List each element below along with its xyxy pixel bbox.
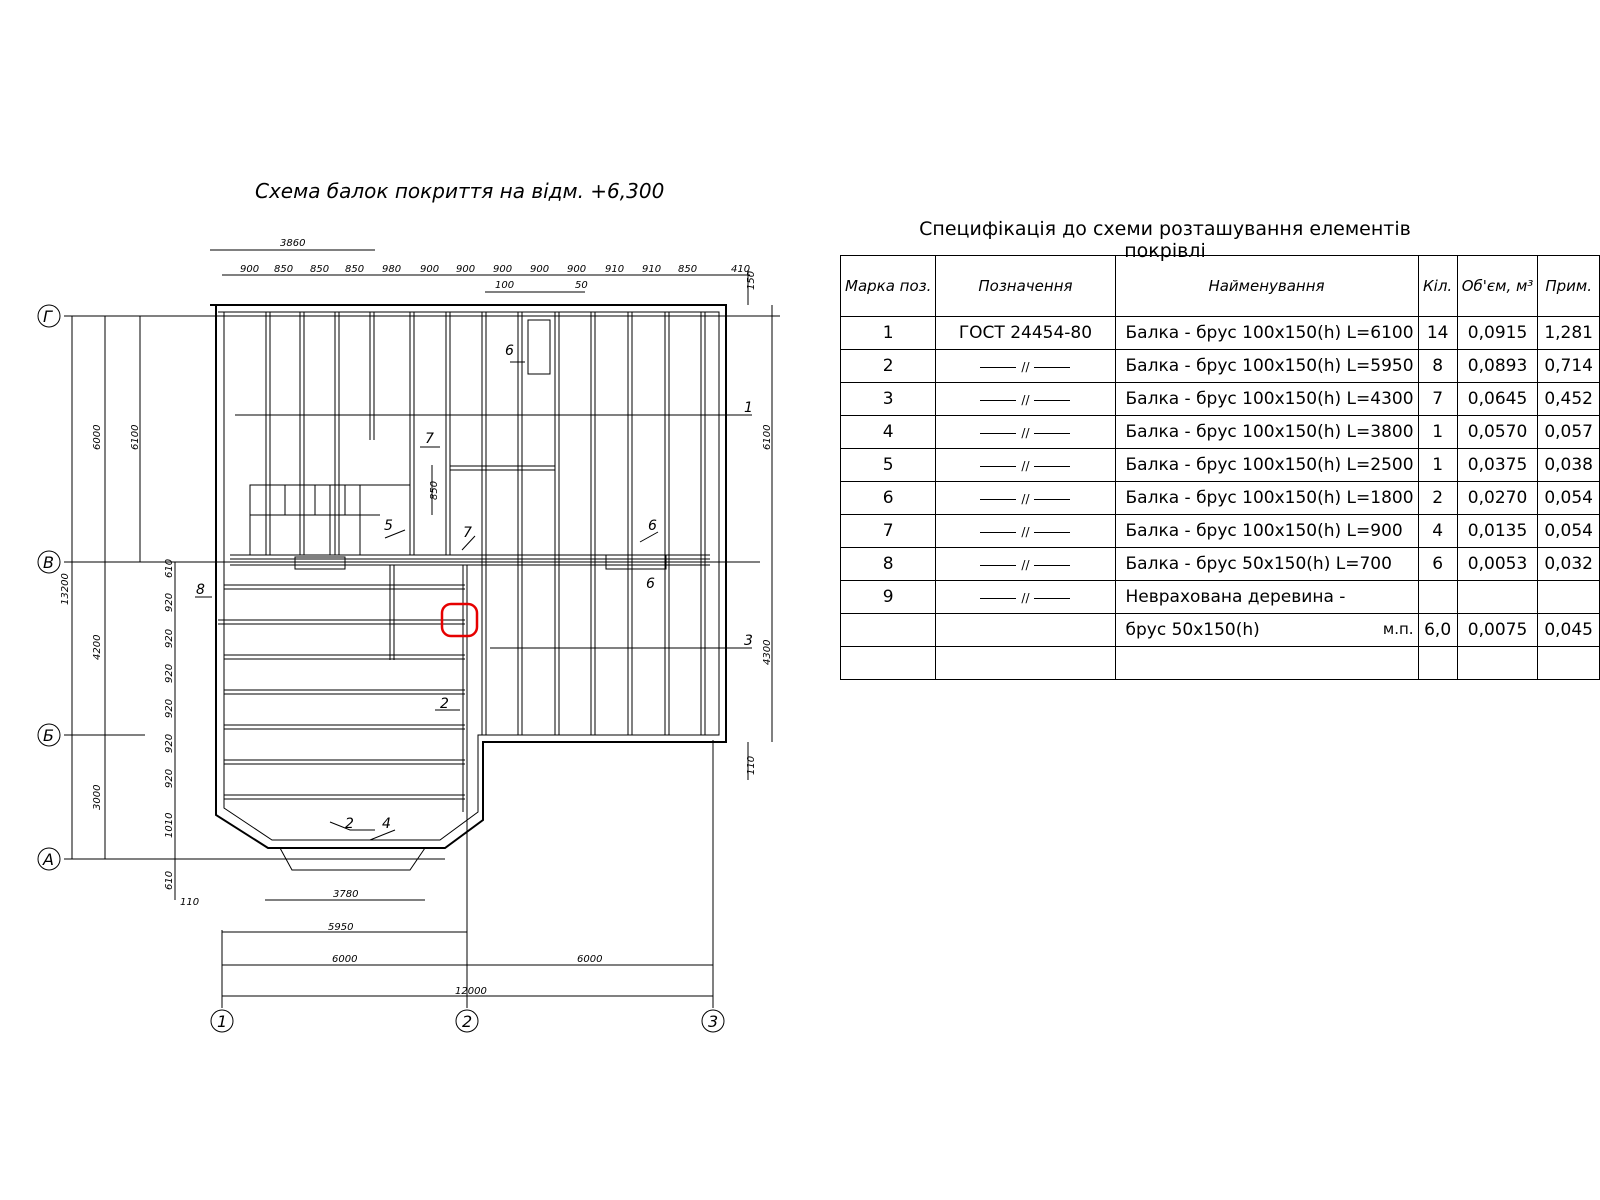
svg-text:910: 910 <box>605 264 625 275</box>
cell-volume: 0,0075 <box>1457 614 1538 647</box>
spec-row <box>841 317 1600 350</box>
cell-pos: 3 <box>841 383 936 416</box>
cell-name: брус 50х150(h) м.п. <box>1115 614 1418 647</box>
svg-text:13200: 13200 <box>60 573 71 605</box>
spec-header-row <box>841 256 1600 317</box>
cell-code <box>936 614 1115 647</box>
axis-bubble-V <box>38 551 60 573</box>
svg-text:3000: 3000 <box>92 784 103 810</box>
ditto-mark: // <box>980 591 1070 605</box>
svg-text:920: 920 <box>164 698 175 718</box>
cell-name: Балка - брус 100х150(h) L=3800 <box>1115 416 1418 449</box>
cell-volume: 0,0270 <box>1457 482 1538 515</box>
cell-name: Балка - брус 100х150(h) L=6100 <box>1115 317 1418 350</box>
svg-text:900: 900 <box>567 264 587 275</box>
cell-note: 0,032 <box>1538 548 1600 581</box>
svg-text:920: 920 <box>164 768 175 788</box>
cell-note: 0,054 <box>1538 482 1600 515</box>
roof-beams-bottom <box>218 565 467 812</box>
svg-text:920: 920 <box>164 663 175 683</box>
svg-text:1010: 1010 <box>164 812 175 838</box>
cell-name: Неврахована деревина - <box>1115 581 1418 614</box>
svg-text:900: 900 <box>530 264 550 275</box>
cell-code <box>936 548 1115 581</box>
svg-text:3: 3 <box>744 633 753 649</box>
svg-text:1: 1 <box>744 400 753 416</box>
cell-note: 1,281 <box>1538 317 1600 350</box>
spec-title: Специфікація до схеми розташування елементів покрівлі <box>919 218 1411 262</box>
svg-text:850: 850 <box>274 264 294 275</box>
svg-text:3: 3 <box>708 1012 719 1031</box>
cell-code <box>936 350 1115 383</box>
cell-qty: 4 <box>1418 515 1457 548</box>
spec-row <box>841 482 1600 515</box>
svg-text:Б: Б <box>43 726 54 745</box>
svg-text:7: 7 <box>463 525 472 541</box>
axis-bubble-1 <box>211 1010 233 1032</box>
cell-pos: 9 <box>841 581 936 614</box>
cell-code <box>936 383 1115 416</box>
svg-text:850: 850 <box>310 264 330 275</box>
stair <box>250 320 666 569</box>
svg-text:А: А <box>43 850 54 869</box>
cell-note: 0,045 <box>1538 614 1600 647</box>
cell-pos: 5 <box>841 449 936 482</box>
svg-text:100: 100 <box>495 280 515 291</box>
svg-text:850: 850 <box>678 264 698 275</box>
svg-text:3780: 3780 <box>333 889 359 900</box>
ditto-mark: // <box>980 393 1070 407</box>
svg-text:1: 1 <box>217 1012 228 1031</box>
axis-bubble-2 <box>456 1010 478 1032</box>
top-dimensions <box>240 238 757 291</box>
cell-volume <box>1457 581 1538 614</box>
cell-pos <box>841 614 936 647</box>
cell-code <box>936 449 1115 482</box>
cell-pos: 6 <box>841 482 936 515</box>
cell-pos: 7 <box>841 515 936 548</box>
cell-code <box>936 647 1115 680</box>
cell-name: Балка - брус 50х150(h) L=700 <box>1115 548 1418 581</box>
col-name: Найменування <box>1115 256 1418 317</box>
unit-label: м.п. <box>1382 620 1414 638</box>
svg-text:5950: 5950 <box>328 922 354 933</box>
cell-qty: 8 <box>1418 350 1457 383</box>
cell-code <box>936 581 1115 614</box>
cell-pos: 8 <box>841 548 936 581</box>
spec-row <box>841 350 1600 383</box>
cell-code <box>936 482 1115 515</box>
svg-text:920: 920 <box>164 733 175 753</box>
cell-volume <box>1457 647 1538 680</box>
cell-volume: 0,0053 <box>1457 548 1538 581</box>
cell-pos <box>841 647 936 680</box>
axis-bubble-B <box>38 724 60 746</box>
svg-text:900: 900 <box>493 264 513 275</box>
col-mark: Марка поз. <box>841 256 936 317</box>
right-dimensions <box>746 425 773 775</box>
cell-name: Балка - брус 100х150(h) L=2500 <box>1115 449 1418 482</box>
svg-text:410: 410 <box>731 264 751 275</box>
cell-note: 0,057 <box>1538 416 1600 449</box>
svg-text:5: 5 <box>384 518 393 534</box>
cell-code: ГОСТ 24454-80 <box>936 317 1115 350</box>
ditto-mark: // <box>980 558 1070 572</box>
cell-volume: 0,0570 <box>1457 416 1538 449</box>
svg-text:980: 980 <box>382 264 402 275</box>
svg-text:7: 7 <box>425 431 434 447</box>
dimension-lines <box>72 250 772 996</box>
col-qty: Кіл. <box>1418 256 1457 317</box>
cell-qty: 6,0 <box>1418 614 1457 647</box>
svg-text:Г: Г <box>43 307 52 326</box>
cell-qty: 2 <box>1418 482 1457 515</box>
left-dimensions <box>60 425 199 908</box>
spec-row <box>841 548 1600 581</box>
spec-row <box>841 515 1600 548</box>
svg-text:900: 900 <box>240 264 260 275</box>
ditto-mark: // <box>980 426 1070 440</box>
svg-text:6000: 6000 <box>332 954 358 965</box>
cell-volume: 0,0915 <box>1457 317 1538 350</box>
spec-row <box>841 581 1600 614</box>
cell-name: Балка - брус 100х150(h) L=5950 <box>1115 350 1418 383</box>
cell-volume: 0,0645 <box>1457 383 1538 416</box>
ditto-mark: // <box>980 360 1070 374</box>
cell-note: 0,054 <box>1538 515 1600 548</box>
cell-qty <box>1418 647 1457 680</box>
svg-text:2: 2 <box>440 696 449 712</box>
svg-text:850: 850 <box>429 480 440 500</box>
svg-text:3860: 3860 <box>280 238 306 249</box>
svg-text:6000: 6000 <box>577 954 603 965</box>
svg-text:4: 4 <box>382 816 391 832</box>
axis-bubble-G <box>38 305 60 327</box>
bottom-dimensions <box>328 481 602 997</box>
cell-qty: 14 <box>1418 317 1457 350</box>
svg-text:6000: 6000 <box>92 424 103 450</box>
svg-text:6100: 6100 <box>130 424 141 450</box>
svg-text:6100: 6100 <box>762 424 773 450</box>
cell-volume: 0,0893 <box>1457 350 1538 383</box>
svg-text:150: 150 <box>746 270 757 290</box>
col-note: Прим. <box>1538 256 1600 317</box>
svg-text:900: 900 <box>456 264 476 275</box>
cell-note <box>1538 647 1600 680</box>
svg-text:920: 920 <box>164 592 175 612</box>
svg-text:6: 6 <box>505 343 514 359</box>
position-marks <box>195 362 752 840</box>
cell-note <box>1538 581 1600 614</box>
svg-text:910: 910 <box>642 264 662 275</box>
cell-qty: 1 <box>1418 449 1457 482</box>
plan-title: Схема балок покриття на відм. +6,300 <box>255 179 665 203</box>
cell-note: 0,452 <box>1538 383 1600 416</box>
svg-text:110: 110 <box>746 755 757 775</box>
cell-qty <box>1418 581 1457 614</box>
svg-text:В: В <box>43 553 54 572</box>
svg-text:920: 920 <box>164 628 175 648</box>
cell-name: Балка - брус 100х150(h) L=900 <box>1115 515 1418 548</box>
svg-text:610: 610 <box>164 558 175 578</box>
cell-pos: 4 <box>841 416 936 449</box>
svg-text:110: 110 <box>180 897 200 908</box>
spec-table <box>840 255 1600 680</box>
axis-bubble-A <box>38 848 60 870</box>
svg-text:6: 6 <box>646 576 655 592</box>
cell-volume: 0,0135 <box>1457 515 1538 548</box>
cell-code <box>936 515 1115 548</box>
roof-beams-top <box>230 312 710 735</box>
svg-text:2: 2 <box>345 816 354 832</box>
spec-row <box>841 614 1600 647</box>
svg-text:2: 2 <box>462 1012 473 1031</box>
cell-pos: 2 <box>841 350 936 383</box>
cell-code <box>936 416 1115 449</box>
col-code: Позначення <box>936 256 1115 317</box>
col-volume: Об'єм, м³ <box>1457 256 1538 317</box>
cell-name <box>1115 647 1418 680</box>
cell-volume: 0,0375 <box>1457 449 1538 482</box>
svg-text:12000: 12000 <box>455 986 487 997</box>
cell-pos: 1 <box>841 317 936 350</box>
cell-qty: 1 <box>1418 416 1457 449</box>
svg-text:8: 8 <box>196 582 205 598</box>
ditto-mark: // <box>980 459 1070 473</box>
grid-axes <box>64 316 780 1008</box>
ditto-mark: // <box>980 492 1070 506</box>
cell-qty: 7 <box>1418 383 1457 416</box>
spec-row <box>841 449 1600 482</box>
svg-text:6: 6 <box>648 518 657 534</box>
axis-bubble-3 <box>702 1010 724 1032</box>
ditto-mark: // <box>980 525 1070 539</box>
svg-text:850: 850 <box>345 264 365 275</box>
svg-text:4300: 4300 <box>762 639 773 665</box>
spec-row <box>841 416 1600 449</box>
spec-row <box>841 383 1600 416</box>
spec-row <box>841 647 1600 680</box>
svg-text:4200: 4200 <box>92 634 103 660</box>
cell-note: 0,714 <box>1538 350 1600 383</box>
cell-name: Балка - брус 100х150(h) L=1800 <box>1115 482 1418 515</box>
svg-text:50: 50 <box>575 280 588 291</box>
cell-note: 0,038 <box>1538 449 1600 482</box>
cell-name: Балка - брус 100х150(h) L=4300 <box>1115 383 1418 416</box>
cell-qty: 6 <box>1418 548 1457 581</box>
svg-text:610: 610 <box>164 870 175 890</box>
svg-text:900: 900 <box>420 264 440 275</box>
